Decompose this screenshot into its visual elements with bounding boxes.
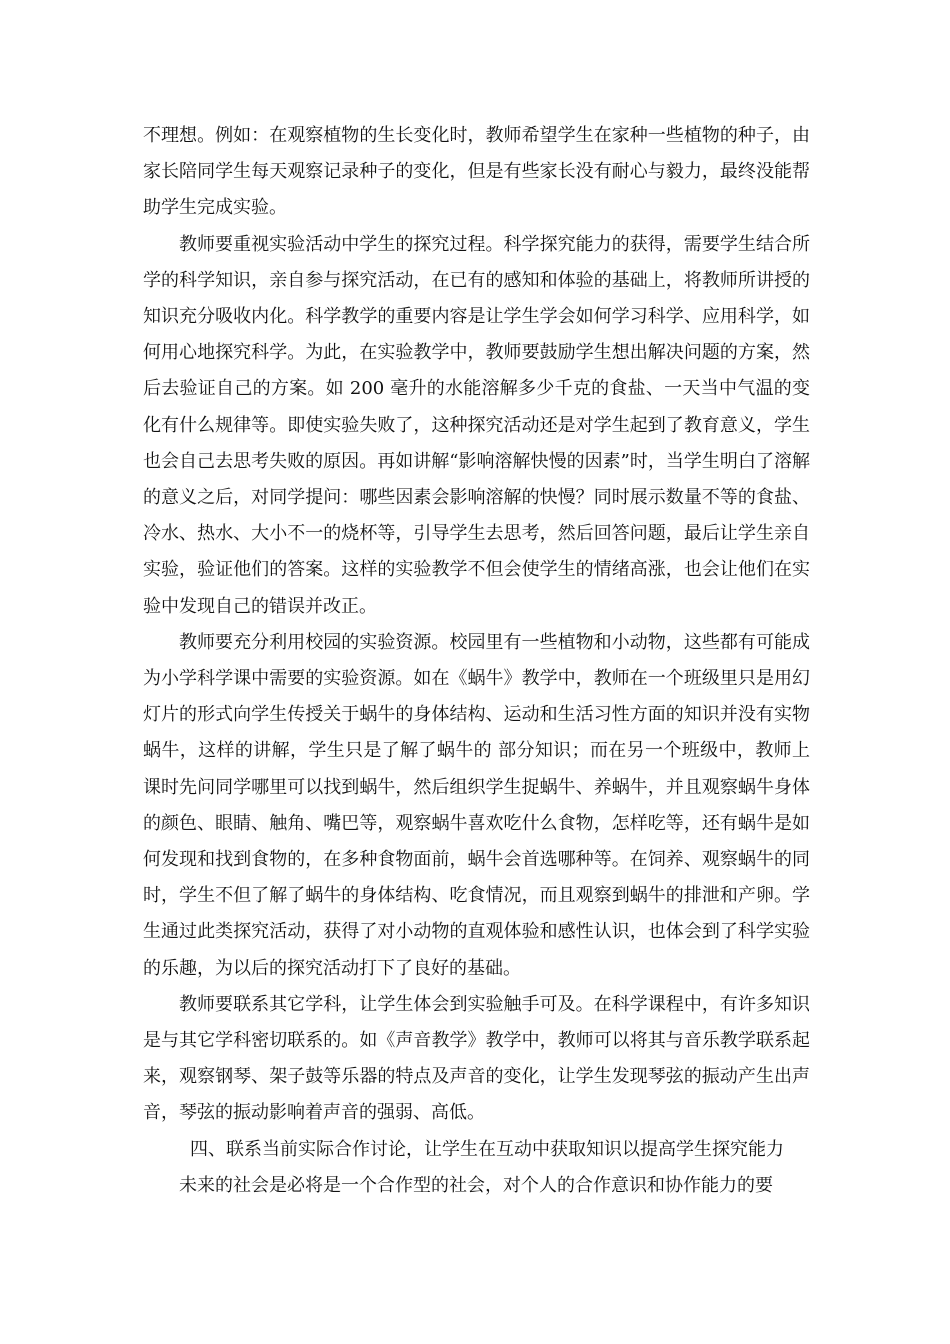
paragraph-continuation: 不理想。例如：在观察植物的生长变化时，教师希望学生在家种一些植物的种子，由家长陪同学生每天观察记录种子的变化，但是有些家长没有耐心与毅力，最终没能帮助学生完成实验。 — [143, 125, 810, 219]
paragraph-cooperation: 未来的社会是必将是一个合作型的社会，对个人的合作意识和协作能力的要 — [179, 1174, 773, 1196]
paragraph-campus-resources: 教师要充分利用校园的实验资源。校园里有一些植物和小动物，这些都有可能成为小学科学课中需要的实验资源。如在《蜗牛》教学中，教师在一个班级里只是用幻灯片的形式向学生传授关于蜗牛的身体结构、运动和生活习性方面的知识并没有实物蜗牛，这样的讲解，学生只是了解了蜗牛的 部分知识；而在另一个班级中，教师上课时先问同学哪里可以找到蜗牛，然后组织学生捉蜗牛、养蜗牛，并且观察蜗牛身体的颜色、眼睛、触角、嘴巴等，观察蜗牛喜欢吃什么食物，怎样吃等，还有蜗牛是如何发现和找到食物的，在多种食物面前，蜗牛会首选哪种等。在饲养、观察蜗牛的同时，学生不但了解了蜗牛的身体结构、吃食情况，而且观察到蜗牛的排泄和产卵。学生通过此类探究活动，获得了对小动物的直观体验和感性认识，也体会到了科学实验的乐趣，为以后的探究活动打下了良好的基础。 — [143, 631, 810, 979]
section-heading: 四、联系当前实际合作讨论，让学生在互动中获取知识以提高学生探究能力 — [190, 1138, 784, 1160]
paragraph-other-subjects: 教师要联系其它学科，让学生体会到实验触手可及。在科学课程中，有许多知识是与其它学科密切联系的。如《声音教学》教学中，教师可以将其与音乐教学联系起来，观察钢琴、架子鼓等乐器的特点及声音的变化，让学生发现琴弦的振动产生出声音，琴弦的振动影响着声音的强弱、高低。 — [143, 993, 810, 1124]
paragraph-inquiry-process: 教师要重视实验活动中学生的探究过程。科学探究能力的获得，需要学生结合所学的科学知识，亲自参与探究活动，在已有的感知和体验的基础上，将教师所讲授的知识充分吸收内化。科学教学的重要内容是让学生学会如何学习科学、应用科学，如何用心地探究科学。为此，在实验教学中，教师要鼓励学生想出解决问题的方案，然后去验证自己的方案。如 200 毫升的水能溶解多少千克的食盐、一天当中气温的变化有什么规律等。即使实验失败了，这种探究活动还是对学生起到了教育意义，学生也会自己去思考失败的原因。再如讲解“影响溶解快慢的因素”时，当学生明白了溶解的意义之后，对同学提问：哪些因素会影响溶解的快慢？同时展示数量不等的食盐、冷水、热水、大小不一的烧杯等，引导学生去思考，然后回答问题，最后让学生亲自实验，验证他们的答案。这样的实验教学不但会使学生的情绪高涨，也会让他们在实验中发现自己的错误并改正。 — [143, 233, 810, 617]
document-page — [143, 118, 810, 1204]
